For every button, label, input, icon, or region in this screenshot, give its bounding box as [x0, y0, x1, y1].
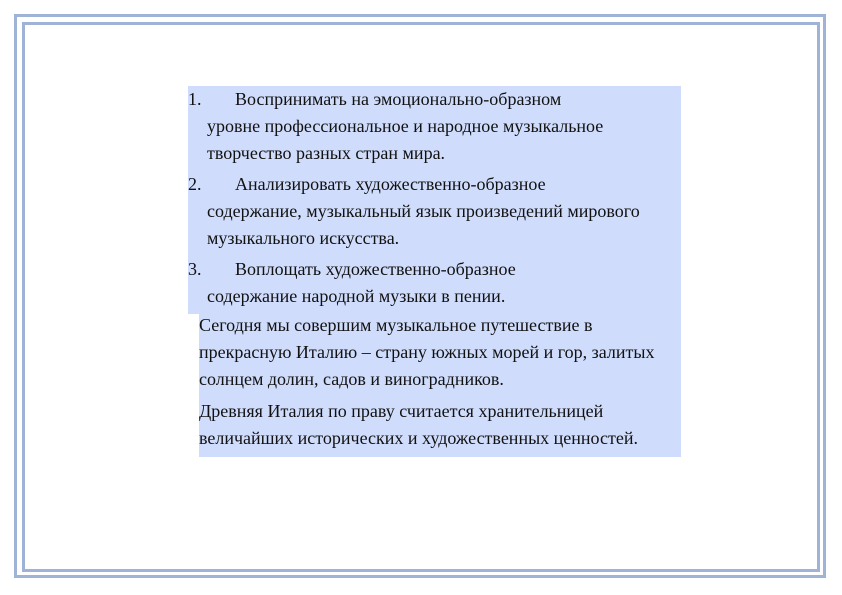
intro-paragraphs: [199, 312, 681, 457]
list-item-number: 2.: [188, 174, 202, 194]
list-item: [188, 86, 681, 171]
list-item-number: 3.: [188, 259, 202, 279]
list-item-text: содержание народной музыки в пении.: [207, 286, 506, 306]
objectives-list: [188, 86, 681, 314]
list-item: [188, 171, 681, 256]
list-item-number: 1.: [188, 89, 202, 109]
paragraph-italy-journey: Сегодня мы совершим музыкальное путешествие в прекрасную Италию – страну южных морей и гор, залитых солнцем долин, садов и виноградников.: [199, 315, 655, 389]
list-item-text: уровне профессиональное и народное музыкальное творчество разных стран мира.: [207, 116, 604, 163]
list-item: [188, 256, 681, 314]
list-item-first-line: Воплощать художественно-образное: [235, 259, 516, 279]
paragraph-ancient-italy: Древняя Италия по праву считается хранительницей величайших исторических и художественных ценностей.: [199, 401, 638, 448]
list-item-first-line: Воспринимать на эмоционально-образном: [235, 89, 562, 109]
list-item-first-line: Анализировать художественно-образное: [235, 174, 546, 194]
list-item-text: содержание, музыкальный язык произведений мирового музыкального искусства.: [207, 201, 640, 248]
